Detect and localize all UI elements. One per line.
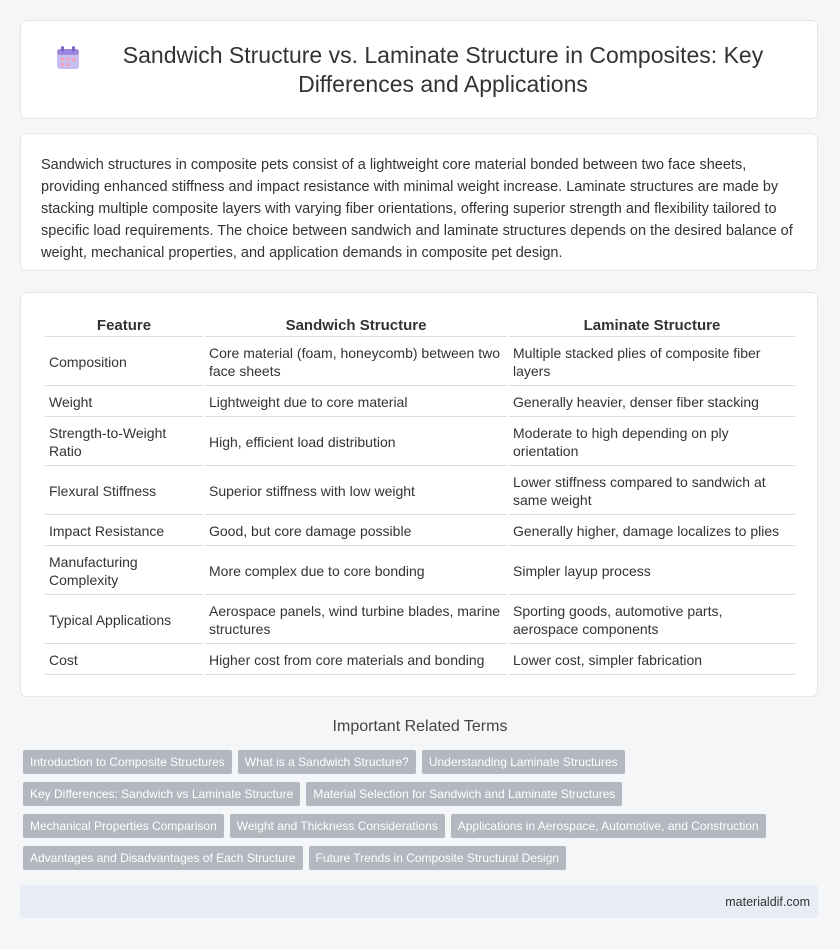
comparison-table-card	[20, 292, 818, 697]
table-cell: Generally higher, damage localizes to plies	[509, 517, 795, 546]
table-cell: Core material (foam, honeycomb) between two face sheets	[205, 339, 507, 386]
table-cell: Moderate to high depending on ply orientation	[509, 419, 795, 466]
table-cell: Typical Applications	[45, 597, 203, 644]
footer-site-link[interactable]: materialdif.com	[725, 894, 810, 909]
tag-row	[23, 750, 823, 774]
summary-text: Sandwich structures in composite pets consist of a lightweight core material bonded between two face sheets, providing enhanced stiffness and impact resistance with minimal weight increase. Laminate structures are made by stacking multiple composite layers with varying fiber orientations, offering superior strength and flexibility tailored to specific load requirements. The choice between sandwich and laminate structures depends on the desired balance of weight, mechanical properties, and application demands in composite pet design.	[41, 157, 793, 261]
table-cell: Higher cost from core materials and bonding	[205, 646, 507, 675]
table-cell: Lower stiffness compared to sandwich at same weight	[509, 468, 795, 515]
table-cell: Strength-to-Weight Ratio	[45, 419, 203, 466]
table-cell: Flexural Stiffness	[45, 468, 203, 515]
related-term-tag[interactable]: Key Differences: Sandwich vs Laminate Structure	[23, 782, 300, 806]
related-term-tag[interactable]: Weight and Thickness Considerations	[230, 814, 445, 838]
related-term-tag[interactable]: Future Trends in Composite Structural Design	[309, 846, 566, 870]
table-cell: Good, but core damage possible	[205, 517, 507, 546]
header-card	[20, 20, 818, 119]
footer	[20, 885, 818, 918]
tag-row	[23, 782, 823, 806]
table-row	[45, 597, 795, 644]
related-term-tag[interactable]: Advantages and Disadvantages of Each Structure	[23, 846, 303, 870]
table-row	[45, 388, 795, 417]
related-term-tag[interactable]: Mechanical Properties Comparison	[23, 814, 224, 838]
header-feature: Feature	[45, 313, 203, 337]
comparison-table	[43, 311, 797, 677]
table-cell: High, efficient load distribution	[205, 419, 507, 466]
tag-row	[23, 846, 823, 870]
table-row	[45, 548, 795, 595]
table-cell: More complex due to core bonding	[205, 548, 507, 595]
related-term-tag[interactable]: Applications in Aerospace, Automotive, and Construction	[451, 814, 766, 838]
table-row	[45, 646, 795, 675]
related-term-tag[interactable]: Material Selection for Sandwich and Laminate Structures	[306, 782, 622, 806]
table-cell: Aerospace panels, wind turbine blades, marine structures	[205, 597, 507, 644]
table-cell: Weight	[45, 388, 203, 417]
table-row	[45, 517, 795, 546]
table-header-row	[45, 313, 795, 337]
related-term-tag[interactable]: What is a Sandwich Structure?	[238, 750, 416, 774]
page-title: Sandwich Structure vs. Laminate Structure in Composites: Key Differences and Applications	[122, 41, 764, 97]
table-row	[45, 339, 795, 386]
table-cell: Manufacturing Complexity	[45, 548, 203, 595]
table-cell: Generally heavier, denser fiber stacking	[509, 388, 795, 417]
table-cell: Sporting goods, automotive parts, aerospace components	[509, 597, 795, 644]
table-cell: Cost	[45, 646, 203, 675]
table-cell: Impact Resistance	[45, 517, 203, 546]
calendar-icon	[55, 45, 81, 71]
table-cell: Lower cost, simpler fabrication	[509, 646, 795, 675]
related-terms-list	[23, 750, 823, 878]
header-laminate: Laminate Structure	[509, 313, 795, 337]
table-cell: Simpler layup process	[509, 548, 795, 595]
table-cell: Composition	[45, 339, 203, 386]
related-term-tag[interactable]: Introduction to Composite Structures	[23, 750, 232, 774]
table-cell: Multiple stacked plies of composite fiber layers	[509, 339, 795, 386]
table-row	[45, 468, 795, 515]
summary-card	[20, 133, 818, 271]
related-term-tag[interactable]: Understanding Laminate Structures	[422, 750, 625, 774]
table-cell: Lightweight due to core material	[205, 388, 507, 417]
table-cell: Superior stiffness with low weight	[205, 468, 507, 515]
tag-row	[23, 814, 823, 838]
table-row	[45, 419, 795, 466]
related-terms-title: Important Related Terms	[332, 718, 508, 735]
header-sandwich: Sandwich Structure	[205, 313, 507, 337]
